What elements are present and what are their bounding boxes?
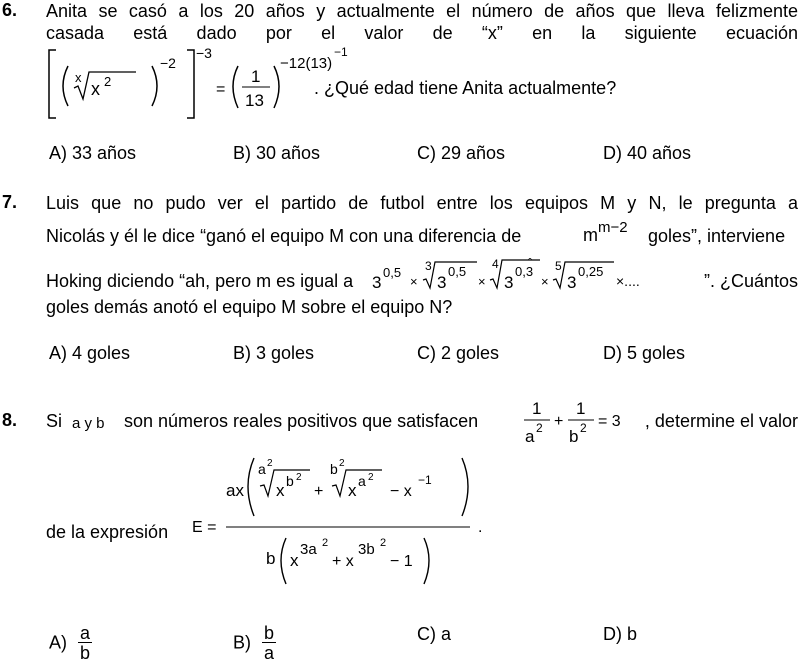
svg-text:x: x bbox=[348, 481, 357, 500]
svg-text:×: × bbox=[410, 274, 418, 289]
question-7-line-4: goles demás anotó el equipo M sobre el equipo N? bbox=[46, 297, 453, 317]
inner-exponent: −2 bbox=[160, 55, 176, 71]
svg-text:3: 3 bbox=[425, 259, 432, 273]
q6-option-a[interactable]: A) 33 años bbox=[49, 143, 137, 163]
svg-text:0,3: 0,3 bbox=[515, 264, 534, 279]
svg-text:3b: 3b bbox=[358, 541, 375, 558]
q8-option-c[interactable]: C) a bbox=[417, 624, 452, 644]
svg-text:a: a bbox=[358, 473, 366, 489]
svg-text:0,5: 0,5 bbox=[383, 265, 402, 280]
q7-option-b[interactable]: B) 3 goles bbox=[233, 343, 315, 363]
root-index: x bbox=[75, 70, 82, 85]
rhs-exponent-sup: −1 bbox=[334, 45, 348, 59]
question-7-number: 7. bbox=[2, 192, 18, 212]
question-7-line-3b: ”. ¿Cuántos bbox=[703, 271, 798, 291]
svg-text:E =: E = bbox=[192, 519, 217, 536]
svg-text:= 3: = 3 bbox=[598, 413, 621, 430]
svg-text:2: 2 bbox=[536, 421, 543, 435]
svg-text:+: + bbox=[554, 413, 564, 430]
question-7-line-1: Luis que no pudo ver el partido de futbol entre los equipos M y N, le pregunta a bbox=[46, 193, 798, 213]
svg-text:0,5: 0,5 bbox=[448, 264, 467, 279]
q6-option-d[interactable]: D) 40 años bbox=[603, 143, 692, 163]
svg-text:− 1: − 1 bbox=[390, 553, 413, 570]
svg-text:5: 5 bbox=[555, 259, 562, 273]
radicand-base: x bbox=[91, 79, 100, 99]
svg-text:2: 2 bbox=[267, 458, 273, 469]
svg-text:b: b bbox=[286, 473, 294, 489]
svg-text:×: × bbox=[541, 274, 549, 289]
svg-text:2: 2 bbox=[368, 472, 374, 483]
question-7-line-2a: Nicolás y él le dice “ganó el equipo M con una diferencia de bbox=[46, 226, 522, 246]
question-7-line-2b: goles”, interviene bbox=[648, 226, 786, 246]
svg-text:×....: ×.... bbox=[616, 273, 640, 289]
svg-text:×: × bbox=[478, 274, 486, 289]
svg-text:3: 3 bbox=[567, 273, 577, 292]
equals-sign: = bbox=[216, 81, 226, 98]
q8-si: Si bbox=[46, 411, 63, 431]
q8-line-1d: , determine el valor bbox=[644, 411, 798, 431]
svg-text:2: 2 bbox=[296, 472, 302, 483]
svg-text:3a: 3a bbox=[300, 541, 317, 558]
svg-text:3: 3 bbox=[372, 273, 382, 292]
question-6-line-1: Anita se casó a los 20 años y actualmente el número de años que lleva felizmente bbox=[46, 1, 798, 21]
q8-option-a[interactable]: A) $\frac{a}{b}$ bbox=[49, 623, 91, 663]
svg-text:b: b bbox=[569, 427, 579, 446]
svg-text:1: 1 bbox=[576, 399, 586, 418]
svg-text:− x: − x bbox=[390, 483, 412, 500]
svg-text:x: x bbox=[276, 481, 285, 500]
svg-text:̂ bbox=[528, 257, 532, 259]
svg-text:−1: −1 bbox=[418, 473, 432, 487]
rhs-exponent: −12(13) bbox=[280, 55, 333, 72]
q7-option-c[interactable]: C) 2 goles bbox=[417, 343, 500, 363]
svg-text:2: 2 bbox=[380, 537, 387, 549]
svg-text:a: a bbox=[525, 427, 535, 446]
svg-text:b: b bbox=[330, 461, 338, 477]
q8-option-d[interactable]: D) b bbox=[603, 624, 638, 644]
question-6-number: 6. bbox=[2, 0, 18, 20]
svg-text:+ x: + x bbox=[332, 553, 354, 570]
q8-line-1c: son números reales positivos que satisfacen bbox=[124, 411, 479, 431]
svg-text:+: + bbox=[314, 483, 324, 500]
svg-text:.: . bbox=[478, 519, 483, 536]
svg-text:b: b bbox=[266, 549, 276, 568]
q8-condition bbox=[522, 396, 632, 452]
svg-text:1: 1 bbox=[532, 399, 542, 418]
q8-option-b[interactable]: B) $\frac{b}{a}$ bbox=[233, 623, 275, 663]
svg-text:3: 3 bbox=[504, 273, 514, 292]
question-7-line-3a: Hoking diciendo “ah, pero m es igual a bbox=[46, 271, 354, 291]
m-power: mm−2 bbox=[583, 219, 628, 245]
svg-text:ax: ax bbox=[226, 481, 244, 500]
svg-text:2: 2 bbox=[580, 421, 587, 435]
question-6-line-2: casada está dado por el valor de “x” en la siguiente ecuación bbox=[46, 23, 798, 43]
q8-ab: a y b bbox=[72, 415, 105, 432]
svg-text:4: 4 bbox=[492, 257, 499, 271]
q6-option-b[interactable]: B) 30 años bbox=[233, 143, 321, 163]
outer-exponent: −3 bbox=[196, 45, 212, 61]
svg-text:0,25: 0,25 bbox=[578, 264, 604, 279]
svg-text:a: a bbox=[258, 461, 266, 477]
rhs-numerator: 1 bbox=[251, 67, 261, 86]
svg-text:3: 3 bbox=[437, 273, 447, 292]
question-8-number: 8. bbox=[2, 410, 18, 430]
question-6-prompt: . ¿Qué edad tiene Anita actualmente? bbox=[314, 78, 617, 98]
svg-text:2: 2 bbox=[339, 458, 345, 469]
rhs-denominator: 13 bbox=[245, 91, 264, 110]
svg-text:2: 2 bbox=[322, 537, 329, 549]
q6-option-c[interactable]: C) 29 años bbox=[417, 143, 506, 163]
svg-text:x: x bbox=[290, 551, 299, 570]
question-6-equation bbox=[44, 44, 348, 124]
q7-option-a[interactable]: A) 4 goles bbox=[49, 343, 131, 363]
radicand-exponent: 2 bbox=[104, 74, 112, 89]
q8-expr-label: de la expresión bbox=[46, 522, 169, 542]
q8-expression bbox=[190, 450, 490, 590]
q7-option-d[interactable]: D) 5 goles bbox=[603, 343, 686, 363]
